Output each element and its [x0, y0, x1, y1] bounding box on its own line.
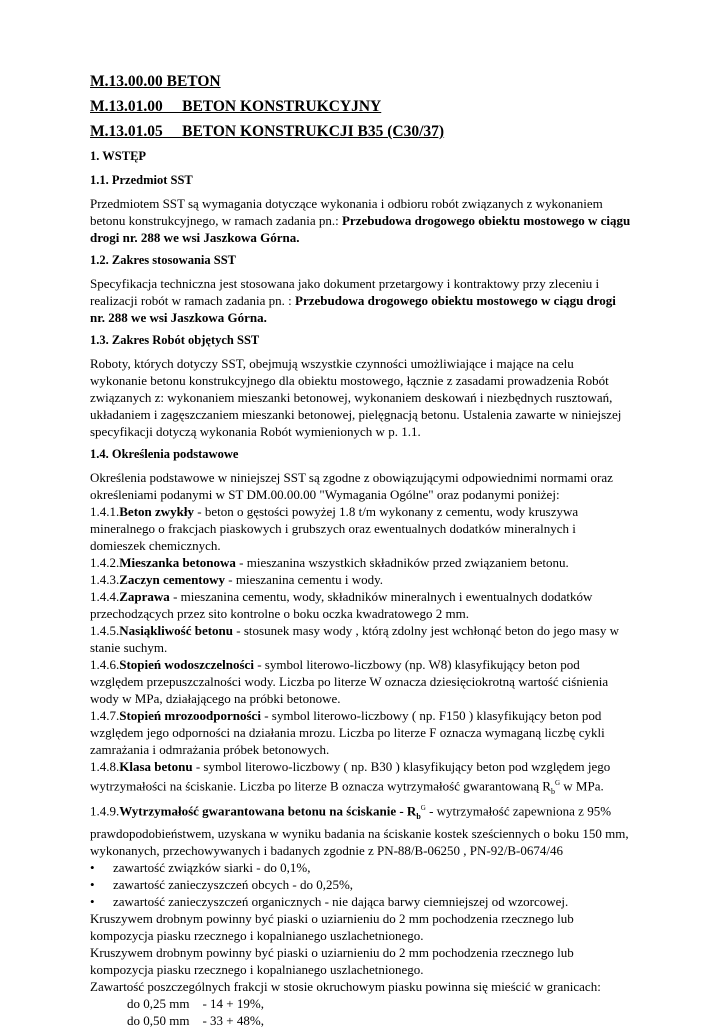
section-1-1-project: Przebudowa drogowego obiektu mostowego w ciągu drogi nr. 288 we wsi Jaszkowa Górna.	[90, 213, 631, 245]
definition-term: Klasa betonu	[119, 759, 193, 774]
definition-1-4-1	[90, 503, 633, 554]
definition-1-4-7	[90, 707, 633, 758]
definition-term: Zaczyn cementowy	[119, 572, 226, 587]
aggregate-paragraph-1: Kruszywem drobnym powinny być piaski o uziarnieniu do 2 mm pochodzenia rzecznego lub kompozycja piasku rzecznego i kopalnianego uszlachetnionego.	[90, 910, 574, 943]
definition-term: Beton zwykły	[119, 504, 194, 519]
definition-term: Nasiąkliwość betonu	[119, 623, 234, 638]
section-1-4-title: 1.4. Określenia podstawowe	[90, 447, 239, 461]
definition-number: 1.4.2.	[90, 555, 120, 570]
bullet-icon: •	[90, 876, 95, 892]
section-1-3-text: Roboty, których dotyczy SST, obejmują wszystkie czynności umożliwiające i mające na celu wykonanie betonu konstrukcyjnego dla obiektu mostowego, łącznie z zasadami prowadzenia Robót związanych z: wykonaniem mieszanki betonowej, wykonaniem deskowań i niezbędnych rusztowań, układaniem i zagęszczaniem mieszanki betonowej, pielęgnacją betonu. Ustalenia zawarte w niniejszej specyfikacji dotyczą wykonania Robót wymienionych w p. 1.1.	[90, 356, 622, 439]
definition-text: - symbol literowo-liczbowy (np. W8) klasyfikujący beton pod względem przepuszczalności wody. Liczba po literze W oznacza dziesięciokrotną wartość ciśnienia wody w MPa, działającego na próbki betonowe.	[90, 657, 609, 706]
definition-term: Stopień mrozoodporności	[119, 708, 261, 723]
definition-text: - mieszanina cementu i wody.	[225, 572, 384, 587]
section-1-2-project: Przebudowa drogowego obiektu mostowego w ciągu drogi nr. 288 we wsi Jaszkowa Górna.	[90, 293, 616, 325]
list-item	[90, 893, 633, 910]
definition-number: 1.4.6.	[90, 657, 120, 672]
heading-subsection: M.13.01.05 BETON KONSTRUKCJI B35 (C30/37)	[90, 123, 445, 140]
heading-section: M.13.01.00 BETON KONSTRUKCYJNY	[90, 98, 382, 115]
definition-1-4-3	[90, 571, 633, 588]
section-1-3-title: 1.3. Zakres Robót objętych SST	[90, 333, 260, 347]
definition-number: 1.4.5.	[90, 623, 120, 638]
bullet-icon: •	[90, 893, 95, 909]
bullet-icon: •	[90, 859, 95, 875]
list-item-text: zawartość zanieczyszczeń obcych - do 0,25%,	[113, 876, 354, 892]
definition-term: Zaprawa	[119, 589, 170, 604]
definition-number: 1.4.3.	[90, 572, 120, 587]
requirements-list	[90, 859, 633, 910]
definition-1-4-5	[90, 622, 633, 656]
definition-number: 1.4.1.	[90, 504, 120, 519]
list-item-text: zawartość związków siarki - do 0,1%,	[113, 859, 311, 875]
section-1-2-title: 1.2. Zakres stosowania SST	[90, 253, 236, 267]
definition-number: 1.4.9.	[90, 803, 120, 819]
section-1-1-text	[90, 195, 633, 246]
section-1-title: 1. WSTĘP	[90, 149, 147, 163]
definition-text: - mieszanina wszystkich składników przed związaniem betonu.	[235, 555, 569, 570]
definition-term: Mieszanka betonowa	[119, 555, 236, 570]
subscript-b: b	[550, 786, 555, 796]
definition-1-4-6	[90, 656, 633, 707]
section-1-4-intro: Określenia podstawowe w niniejszej SST są zgodne z obowiązującymi odpowiednimi normami oraz określeniami podanymi w ST DM.00.00.00 "Wymagania Ogólne" oraz podanymi poniżej:	[90, 470, 613, 502]
list-item	[90, 859, 633, 876]
definition-text: - beton o gęstości powyżej 1.8 t/m wykonany z cementu, wody kruszywa mineralnego o frakcjach piaskowych i grubszych oraz ewentualnych dodatków mineralnych i domieszek chemicznych.	[90, 504, 579, 553]
section-1-1-body: Przedmiotem SST są wymagania dotyczące wykonania i odbioru robót związanych z wykonaniem betonu konstrukcyjnego, w ramach zadania pn.:	[90, 196, 603, 228]
definition-term: Stopień wodoszczelności	[119, 657, 254, 672]
definition-1-4-9	[90, 800, 633, 859]
definition-1-4-4	[90, 588, 633, 622]
heading-main: M.13.00.00 BETON	[90, 73, 221, 90]
fraction-range-2: do 0,50 mm - 33 + 48%,	[127, 1012, 264, 1028]
definition-text: - wytrzymałość zapewniona z 95% prawdopodobieństwem, uzyskana w wyniku badania na ściskanie kostek sześciennych o boku 150 mm, wykonanych, przechowywanych i badanych zgodnie z PN-88/B-06250 , PN-92/B-0674/46	[90, 803, 629, 858]
section-1-2-body: Specyfikacja techniczna jest stosowana jako dokument przetargowy i kontraktowy przy zleceniu i realizacji robót w ramach zadania pn. :	[90, 276, 600, 308]
fraction-range-1: do 0,25 mm - 14 + 19%,	[127, 995, 264, 1011]
aggregate-paragraph-2: Kruszywem drobnym powinny być piaski o uziarnieniu do 2 mm pochodzenia rzecznego lub kompozycja piasku rzecznego i kopalnianego uszlachetnionego.	[90, 944, 574, 977]
definition-text: - symbol literowo-liczbowy ( np. B30 ) klasyfikujący beton pod względem jego wytrzymałości na ściskanie. Liczba po literze B oznacza wytrzymałość gwarantowaną R	[90, 759, 611, 794]
definition-text: - symbol literowo-liczbowy ( np. F150 ) klasyfikujący beton pod względem jego odporności na działania mrozu. Liczba po literze F oznacza wymaganą liczbę cykli zamrażania i odmrażania próbek betonowych.	[90, 708, 605, 757]
superscript-g: G	[420, 803, 426, 812]
fraction-paragraph: Zawartość poszczególnych frakcji w stosie okruchowym piasku powinna się mieścić w granicach:	[90, 978, 601, 994]
list-item-text: zawartość zanieczyszczeń organicznych - nie dająca barwy ciemniejszej od wzorcowej.	[113, 893, 569, 909]
list-item	[90, 876, 633, 893]
subscript-b: b	[416, 811, 421, 821]
definition-tail: w MPa.	[560, 778, 604, 794]
definition-number: 1.4.7.	[90, 708, 120, 723]
definition-text: - stosunek masy wody , którą zdolny jest wchłonąć beton do jego masy w stanie suchym.	[90, 623, 619, 655]
section-1-1-title: 1.1. Przedmiot SST	[90, 173, 193, 187]
section-1-2-text	[90, 275, 633, 326]
definition-1-4-8	[90, 758, 633, 800]
definition-number: 1.4.8.	[90, 759, 120, 774]
superscript-g: G	[554, 779, 561, 787]
definition-1-4-2	[90, 554, 633, 571]
definition-term: Wytrzymałość gwarantowana betonu na ściskanie - R	[119, 803, 417, 819]
definition-number: 1.4.4.	[90, 589, 120, 604]
definition-text: - mieszanina cementu, wody, składników mineralnych i ewentualnych dodatków przechodzących przez sito kontrolne o boku oczka kwadratowego 2 mm.	[90, 589, 593, 621]
